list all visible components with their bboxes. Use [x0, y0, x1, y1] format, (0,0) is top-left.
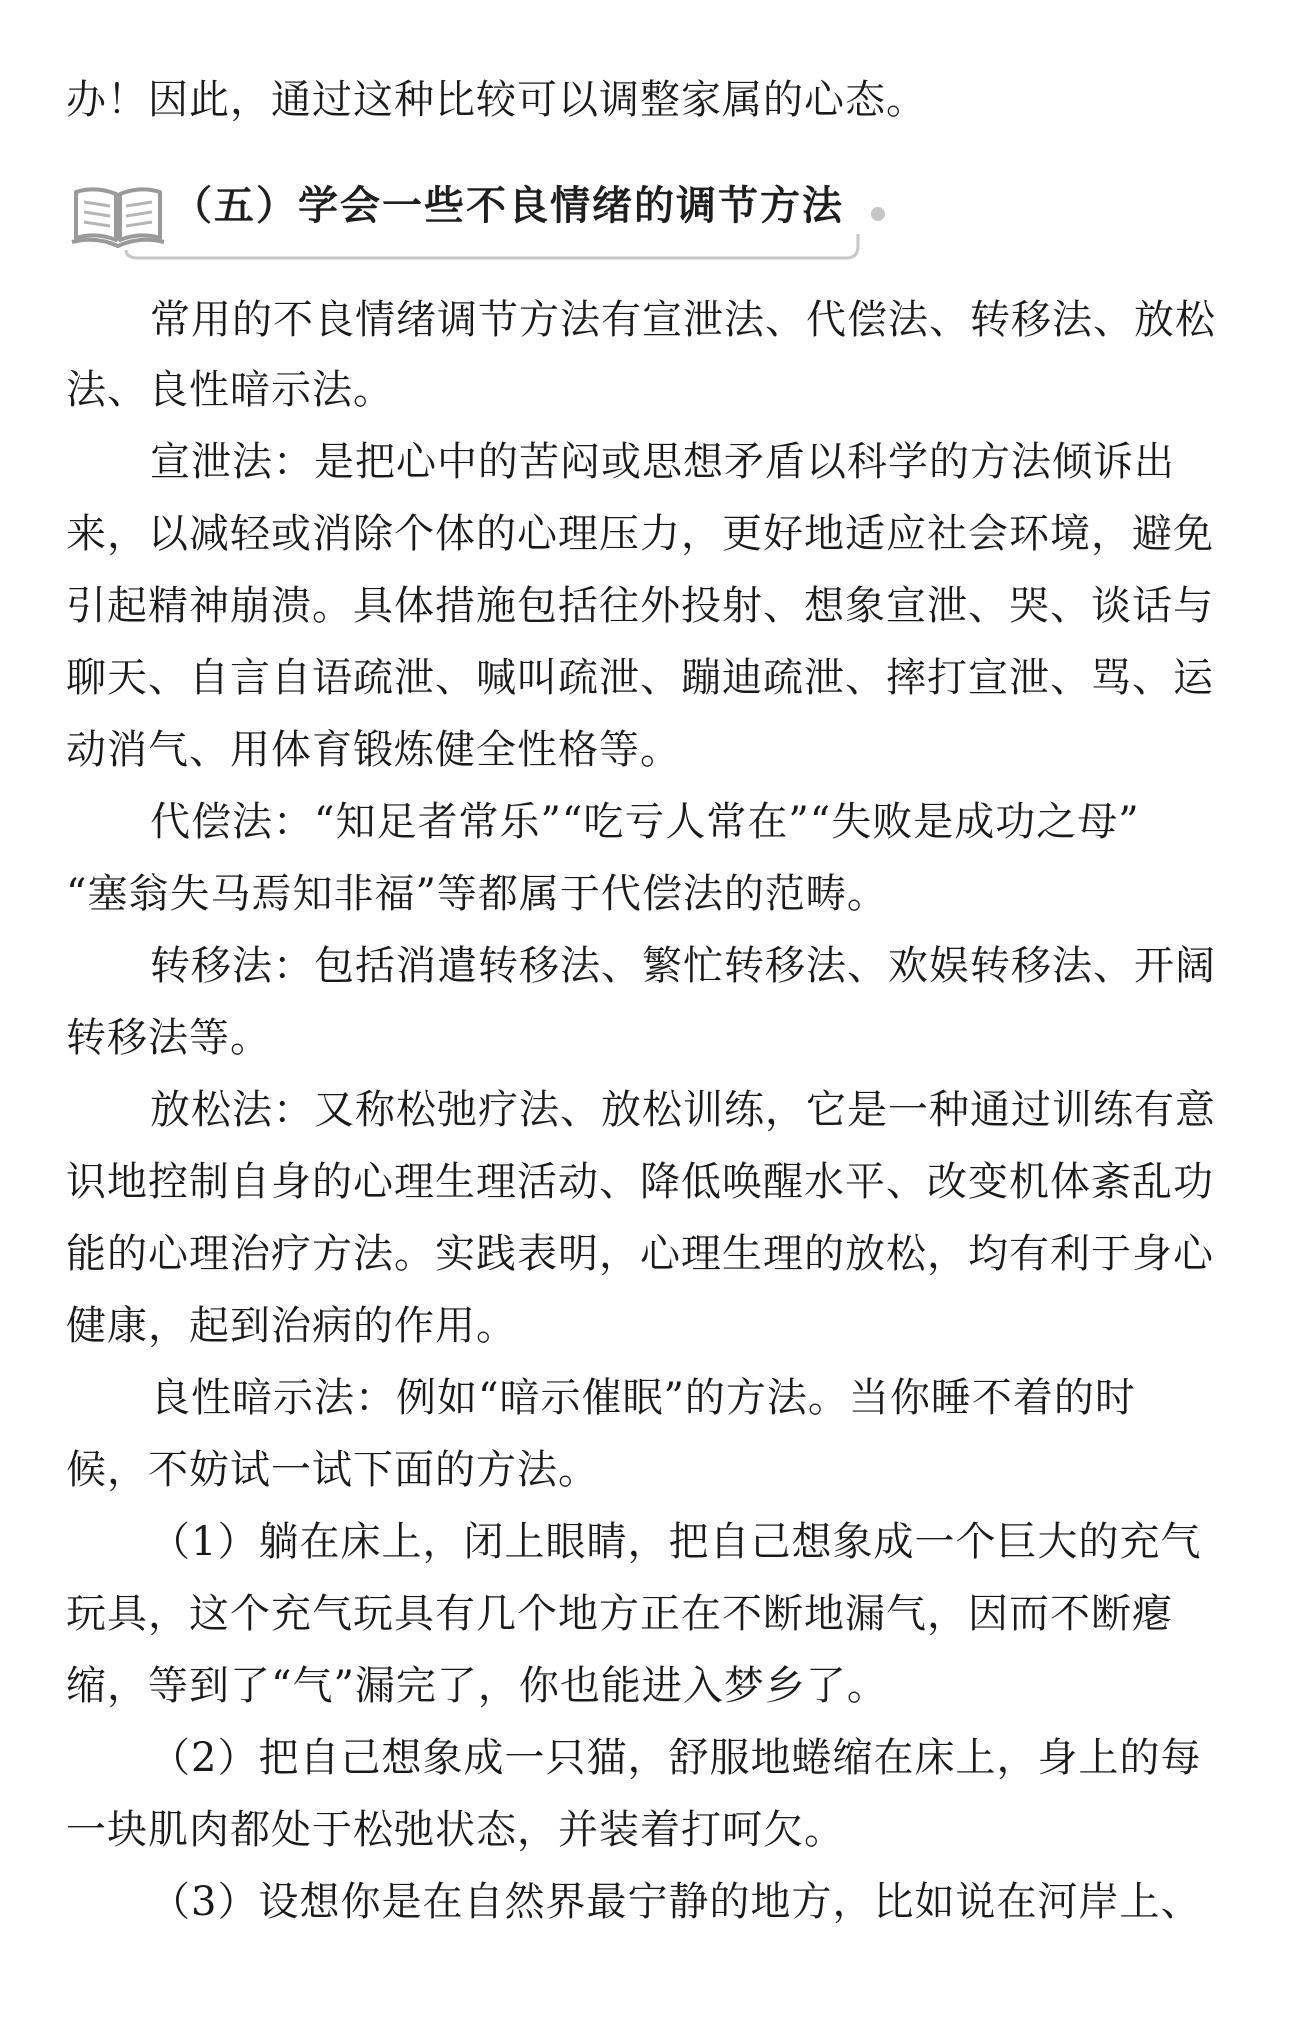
paragraph-line: 引起精神崩溃。具体措施包括往外投射、想象宣泄、哭、谈话与: [66, 583, 1214, 629]
paragraph-line: 法、良性暗示法。: [66, 367, 394, 413]
paragraph-line: 动消气、用体育锻炼健全性格等。: [66, 727, 681, 773]
paragraph-line: 玩具，这个充气玩具有几个地方正在不断地漏气，因而不断瘪: [66, 1591, 1173, 1637]
paragraph-line: （1）躺在床上，闭上眼睛，把自己想象成一个巨大的充气: [150, 1519, 1202, 1565]
section-heading-title: （五）学会一些不良情绪的调节方法: [172, 183, 844, 229]
paragraph-line: （2）把自己想象成一只猫，舒服地蜷缩在床上，身上的每: [150, 1735, 1202, 1781]
paragraph-line: “塞翁失马焉知非福”等都属于代偿法的范畴。: [66, 871, 888, 917]
paragraph-line: 转移法等。: [66, 1015, 271, 1061]
paragraph-line: 一块肌肉都处于松弛状态，并装着打呵欠。: [66, 1807, 845, 1853]
paragraph-line: 转移法：包括消遣转移法、繁忙转移法、欢娱转移法、开阔: [150, 943, 1216, 989]
paragraph-line: 识地控制自身的心理生理活动、降低唤醒水平、改变机体紊乱功: [66, 1159, 1214, 1205]
paragraph-line: 代偿法：“知足者常乐”“吃亏人常在”“失败是成功之母”: [150, 799, 1140, 845]
paragraph-line: 缩，等到了“气”漏完了，你也能进入梦乡了。: [66, 1663, 888, 1709]
paragraph-line: 聊天、自言自语疏泄、喊叫疏泄、蹦迪疏泄、摔打宣泄、骂、运: [66, 655, 1214, 701]
paragraph-line: 良性暗示法：例如“暗示催眠”的方法。当你睡不着的时: [150, 1375, 1136, 1421]
paragraph-line: 宣泄法：是把心中的苦闷或思想矛盾以科学的方法倾诉出: [150, 439, 1175, 485]
section-heading: [66, 168, 896, 268]
paragraph-line: 健康，起到治病的作用。: [66, 1303, 517, 1349]
paragraph-line: 能的心理治疗方法。实践表明，心理生理的放松，均有利于身心: [66, 1231, 1214, 1277]
paragraph-line: 放松法：又称松弛疗法、放松训练，它是一种通过训练有意: [150, 1087, 1216, 1133]
text-line-top-fragment: 办！因此，通过这种比较可以调整家属的心态。: [66, 77, 927, 123]
open-book-icon: [70, 182, 166, 248]
paragraph-line: 常用的不良情绪调节方法有宣泄法、代偿法、转移法、放松: [150, 297, 1216, 343]
paragraph-line: 来，以减轻或消除个体的心理压力，更好地适应社会环境，避免: [66, 511, 1214, 557]
paragraph-line: 候，不妨试一试下面的方法。: [66, 1447, 599, 1493]
paragraph-line: （3）设想你是在自然界最宁静的地方，比如说在河岸上、: [150, 1879, 1202, 1925]
